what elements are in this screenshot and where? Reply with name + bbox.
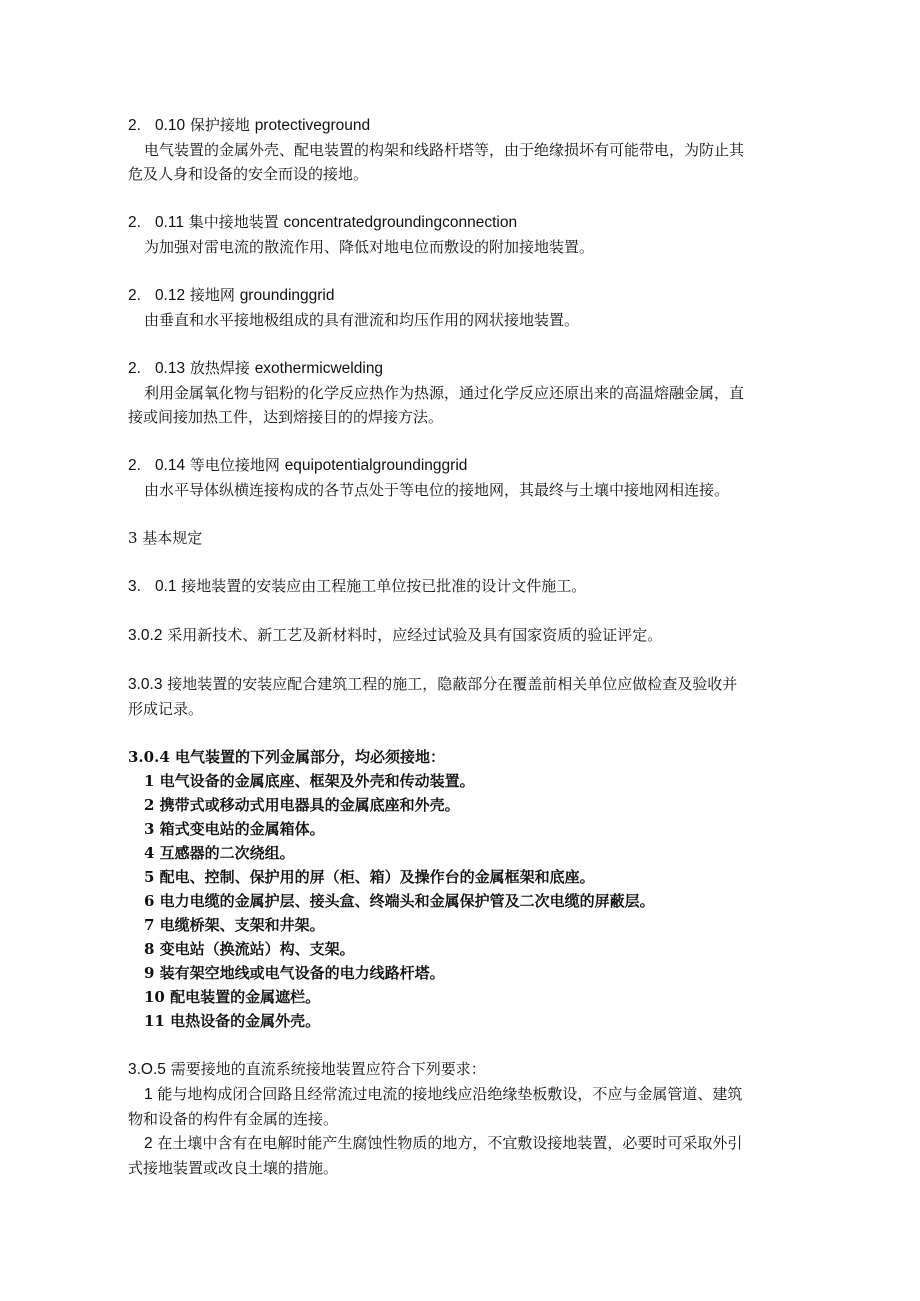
clause-text-cont: 形成记录。 [128, 700, 204, 718]
list-item [128, 985, 828, 1009]
list-item [128, 937, 828, 961]
definition-title: 2. 0.14 等电位接地网 equipotentialgroundinggrid [128, 456, 468, 474]
section-heading: 3 基本规定 [128, 529, 203, 547]
list-item-text: 变电站（换流站）构、支架。 [159, 940, 355, 958]
definition-title: 2. 0.12 接地网 groundinggrid [128, 286, 335, 304]
definition-title: 2. 0.10 保护接地 protectiveground [128, 116, 371, 134]
definition-text: 由垂直和水平接地极组成的具有泄流和均压作用的网状接地装置。 [144, 311, 580, 329]
list-item-text: 互感器的二次绕组。 [159, 844, 295, 862]
list-item-number: 8 [144, 940, 155, 958]
list-item-text: 电缆桥架、支架和井架。 [159, 916, 325, 934]
list-item: 2 在土壤中含有在电解时能产生腐蚀性物质的地方，不宜敷设接地装置，必要时可采取外引 [144, 1134, 743, 1152]
list-item-cont: 式接地装置或改良土壤的措施。 [128, 1159, 339, 1177]
list-item [128, 1009, 828, 1033]
list-item-number: 2 [144, 796, 155, 814]
list-item-text: 电热设备的金属外壳。 [170, 1012, 321, 1030]
definition-2-0-10 [128, 113, 828, 186]
list-item-number: 11 [144, 1012, 165, 1030]
clause-3-0-4-list [128, 769, 828, 1033]
clause-3-0-3: 3.0.3 接地装置的安装应配合建筑工程的施工，隐蔽部分在覆盖前相关单位应做检查及验收并 形成记录。 [128, 672, 828, 721]
list-item-number: 1 [144, 772, 155, 790]
list-item [128, 841, 828, 865]
definition-title: 2. 0.13 放热焊接 exothermicwelding [128, 359, 384, 377]
definition-text: 利用金属氧化物与铝粉的化学反应热作为热源，通过化学反应还原出来的高温熔融金属，直 [144, 384, 745, 402]
list-item-number: 5 [144, 868, 155, 886]
list-item-text: 配电、控制、保护用的屏（柜、箱）及操作台的金属框架和底座。 [159, 868, 595, 886]
list-item-number: 3 [144, 820, 155, 838]
list-item-text: 配电装置的金属遮栏。 [170, 988, 321, 1006]
list-item [128, 817, 828, 841]
list-item-number: 4 [144, 844, 155, 862]
list-item-number: 7 [144, 916, 155, 934]
definition-text: 为加强对雷电流的散流作用、降低对地电位而敷设的附加接地装置。 [144, 238, 595, 256]
definition-2-0-11 [128, 210, 828, 259]
list-item-number: 10 [144, 988, 165, 1006]
list-item-cont: 物和设备的构件有金属的连接。 [128, 1110, 339, 1128]
list-item-text: 携带式或移动式用电器具的金属底座和外壳。 [159, 796, 460, 814]
list-item [128, 769, 828, 793]
definition-2-0-14 [128, 453, 828, 502]
list-item [128, 793, 828, 817]
list-item-text: 电气设备的金属底座、框架及外壳和传动装置。 [159, 772, 475, 790]
clause-3-0-5: 3.O.5 需要接地的直流系统接地装置应符合下列要求： 1 能与地构成闭合回路且经常流过电流的接地线应沿绝缘垫板敷设，不应与金属管道、建筑 物和设备的构件有金属的连接。 2 在土壤中含有在电解时能产生腐蚀性物质的地方，不宜敷设接地装置，必要时可采取外引 式接地装置或改良土壤的措施。 [128, 1057, 828, 1180]
definition-text-cont: 危及人身和设备的安全而设的接地。 [128, 165, 369, 183]
definition-text: 由水平导体纵横连接构成的各节点处于等电位的接地网，其最终与土壤中接地网相连接。 [144, 481, 730, 499]
list-item [128, 913, 828, 937]
document-page [128, 113, 828, 1204]
definition-2-0-13 [128, 356, 828, 429]
clause-3-0-2: 3.0.2 采用新技术、新工艺及新材料时，应经过试验及具有国家资质的验证评定。 [128, 626, 663, 644]
definition-title: 2. 0.11 集中接地装置 concentratedgroundingconnection [128, 213, 518, 231]
list-item-text: 箱式变电站的金属箱体。 [159, 820, 325, 838]
list-item: 1 能与地构成闭合回路且经常流过电流的接地线应沿绝缘垫板敷设，不应与金属管道、建筑 [144, 1085, 743, 1103]
list-item [128, 961, 828, 985]
list-item-text: 装有架空地线或电气设备的电力线路杆塔。 [159, 964, 445, 982]
list-item [128, 889, 828, 913]
list-item-number: 6 [144, 892, 155, 910]
definition-text-cont: 接或间接加热工件，达到熔接目的的焊接方法。 [128, 408, 444, 426]
clause-3-0-1: 3. 0.1 接地装置的安装应由工程施工单位按已批准的设计文件施工。 [128, 577, 587, 595]
clause-3-0-4: 3.0.4 电气装置的下列金属部分，均必须接地： 1 电气设备的金属底座、框架及外壳和传动装置。 2 携带式或移动式用电器具的金属底座和外壳。 3 箱式变电站的金属箱体。 4 互感器的二次绕组。 5 配电、控制、保护用的屏（柜、箱）及操作台的金属框架和底座。 6 电力电缆的金属护层、接头盒、终端头和金属保护管及二次电缆的屏蔽层。 7 电缆桥架、支架和井架。 8 变电站（换流站）构、支架。 9 装有架空地线或电气设备的电力线路杆塔。 10 配电装置的金属遮栏。 11 电热设备的金属外壳。 [128, 745, 828, 1033]
list-item-number: 9 [144, 964, 155, 982]
list-item [128, 865, 828, 889]
definition-text: 电气装置的金属外壳、配电装置的构架和线路杆塔等，由于绝缘损坏有可能带电，为防止其 [144, 141, 745, 159]
definition-2-0-12 [128, 283, 828, 332]
list-item-text: 电力电缆的金属护层、接头盒、终端头和金属保护管及二次电缆的屏蔽层。 [159, 892, 655, 910]
